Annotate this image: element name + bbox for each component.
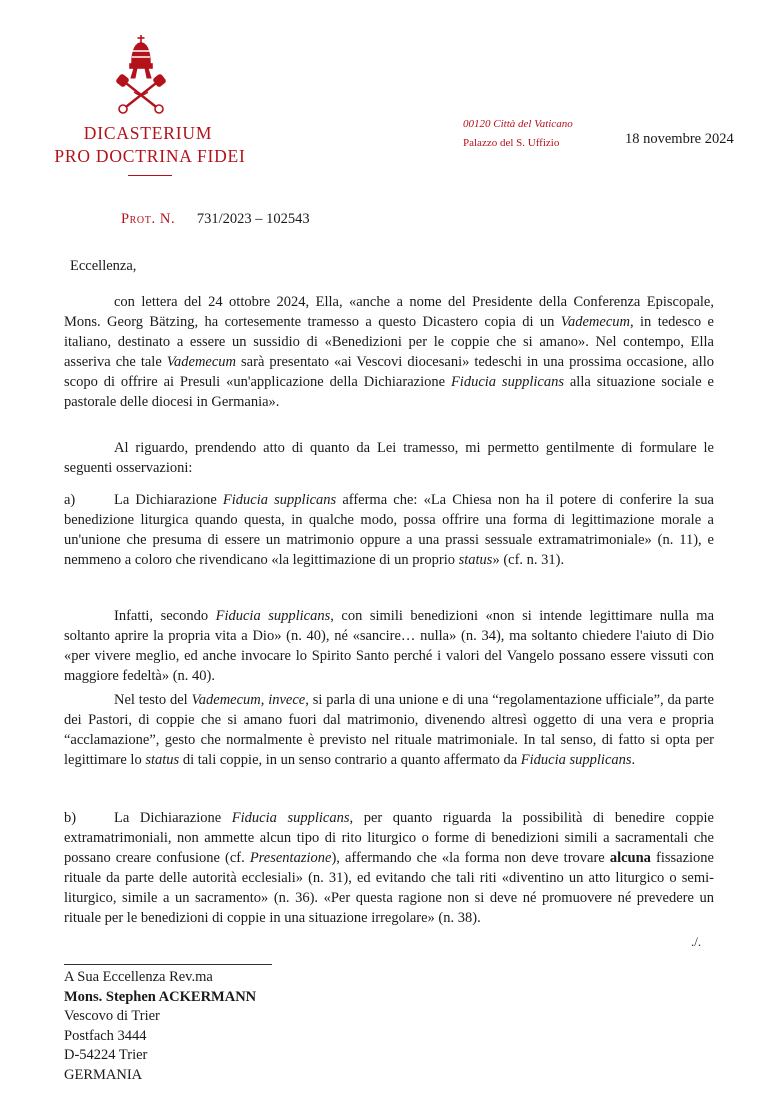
recipient-divider [64, 964, 272, 965]
recipient-salutation: A Sua Eccellenza Rev.ma [64, 969, 213, 985]
body-paragraph-4: Infatti, secondo Fiducia supplicans, con simili benedizioni «non si intende legittimare nulla ma soltanto aprire la propria vita a Dio» (n. 40), né «sancire… nulla» (n. 34), ma soltanto chiedere l'aiuto di Dio «per vivere meglio, ed anche invocare lo Spirito Santo perché i valori del Vangelo possano essere vissuti con maggiore fedeltà» (n. 40). [64, 608, 714, 684]
protocol-reference [121, 211, 310, 228]
continuation-mark: ./. [691, 934, 702, 949]
recipient-city: D-54224 Trier [64, 1047, 148, 1063]
papal-coat-of-arms-icon [112, 34, 170, 114]
address-line1: 00120 Città del Vaticano [463, 118, 573, 130]
list-marker: b) [64, 810, 77, 826]
protocol-number: 731/2023 – 102543 [196, 211, 310, 227]
recipient-country: GERMANIA [64, 1066, 143, 1083]
organization-name-line2: PRO DOCTRINA FIDEI [54, 146, 246, 166]
recipient-postfach: Postfach 3444 [64, 1027, 147, 1044]
body-paragraph-point-a: a) La Dichiarazione Fiducia supplicans afferma che: «La Chiesa non ha il potere di conferire la sua benedizione liturgica quando questa, in qualche modo, possa offrire una forma di legittimazione morale a un'unione che presuma di essere un matrimonio oppure a una prassi sessuale extramatrimoniale» (n. 11), e nemmeno a coloro che rivendicano «la legittimazione di un proprio status» (cf. n. 31). [64, 492, 714, 568]
salutation: Eccellenza, [70, 258, 137, 274]
body-paragraph-1: con lettera del 24 ottobre 2024, Ella, «anche a nome del Presidente della Conferenza Episcopale, Mons. Georg Bätzing, ha cortesemente tramesso a questo Dicastero copia di un Vademecum, in tedesco e italiano, destinato a essere un sussidio di «Benedizioni per le coppie che si amano». Nel contempo, Ella asseriva che tale Vademecum sarà presentato «ai Vescovi diocesani» tedeschi in una prossima occasione, allo scopo di offrire ai Presuli «un'applicazione della Dichiarazione Fiducia supplicans alla situazione sociale e pastorale delle diocesi in Germania». [64, 294, 714, 410]
letterhead-divider [128, 175, 172, 176]
letter-date: 18 novembre 2024 [625, 131, 734, 147]
organization-name-line1: DICASTERIUM [83, 123, 213, 143]
list-marker: a) [64, 492, 76, 508]
body-paragraph-point-b: b) La Dichiarazione Fiducia supplicans, per quanto riguarda la possibilità di benedire coppie extramatrimoniali, non ammette alcun tipo di rito liturgico o forme di benedizioni simili a sacramentali che possano creare confusione (cf. Presentazione), affermando che «la forma non deve trovare alcuna fissazione rituale da parte delle autorità ecclesiali» (n. 31), ed evitando che tali riti «diventino un atto liturgico o semi-liturgico, simile a un sacramento» (n. 36). «Per questa ragione non si deve né promuovere né prevedere un rituale per le benedizioni di coppie in una situazione irregolare» (n. 38). [64, 810, 714, 926]
body-paragraph-5: Nel testo del Vademecum, invece, si parla di una unione e di una “regolamentazione ufficiale”, da parte dei Pastori, di coppie che si amano fuori dal matrimonio, divenendo altresì oggetto di una vera e propria “acclamazione”, gesto che normalmente è previsto nel rituale matrimoniale. In tal senso, di fatto si opta per legittimare lo status di tali coppie, in un senso contrario a quanto affermato da Fiducia supplicans. [64, 692, 714, 768]
recipient-name: Mons. Stephen ACKERMANN [64, 988, 257, 1005]
recipient-title: Vescovo di Trier [64, 1008, 160, 1024]
address-line2: Palazzo del S. Uffizio [463, 137, 560, 149]
protocol-label: Prot. N. [121, 211, 176, 227]
body-paragraph-2: Al riguardo, prendendo atto di quanto da Lei tramesso, mi permetto gentilmente di formulare le seguenti osservazioni: [64, 440, 714, 476]
recipient-address-block [64, 968, 256, 1085]
